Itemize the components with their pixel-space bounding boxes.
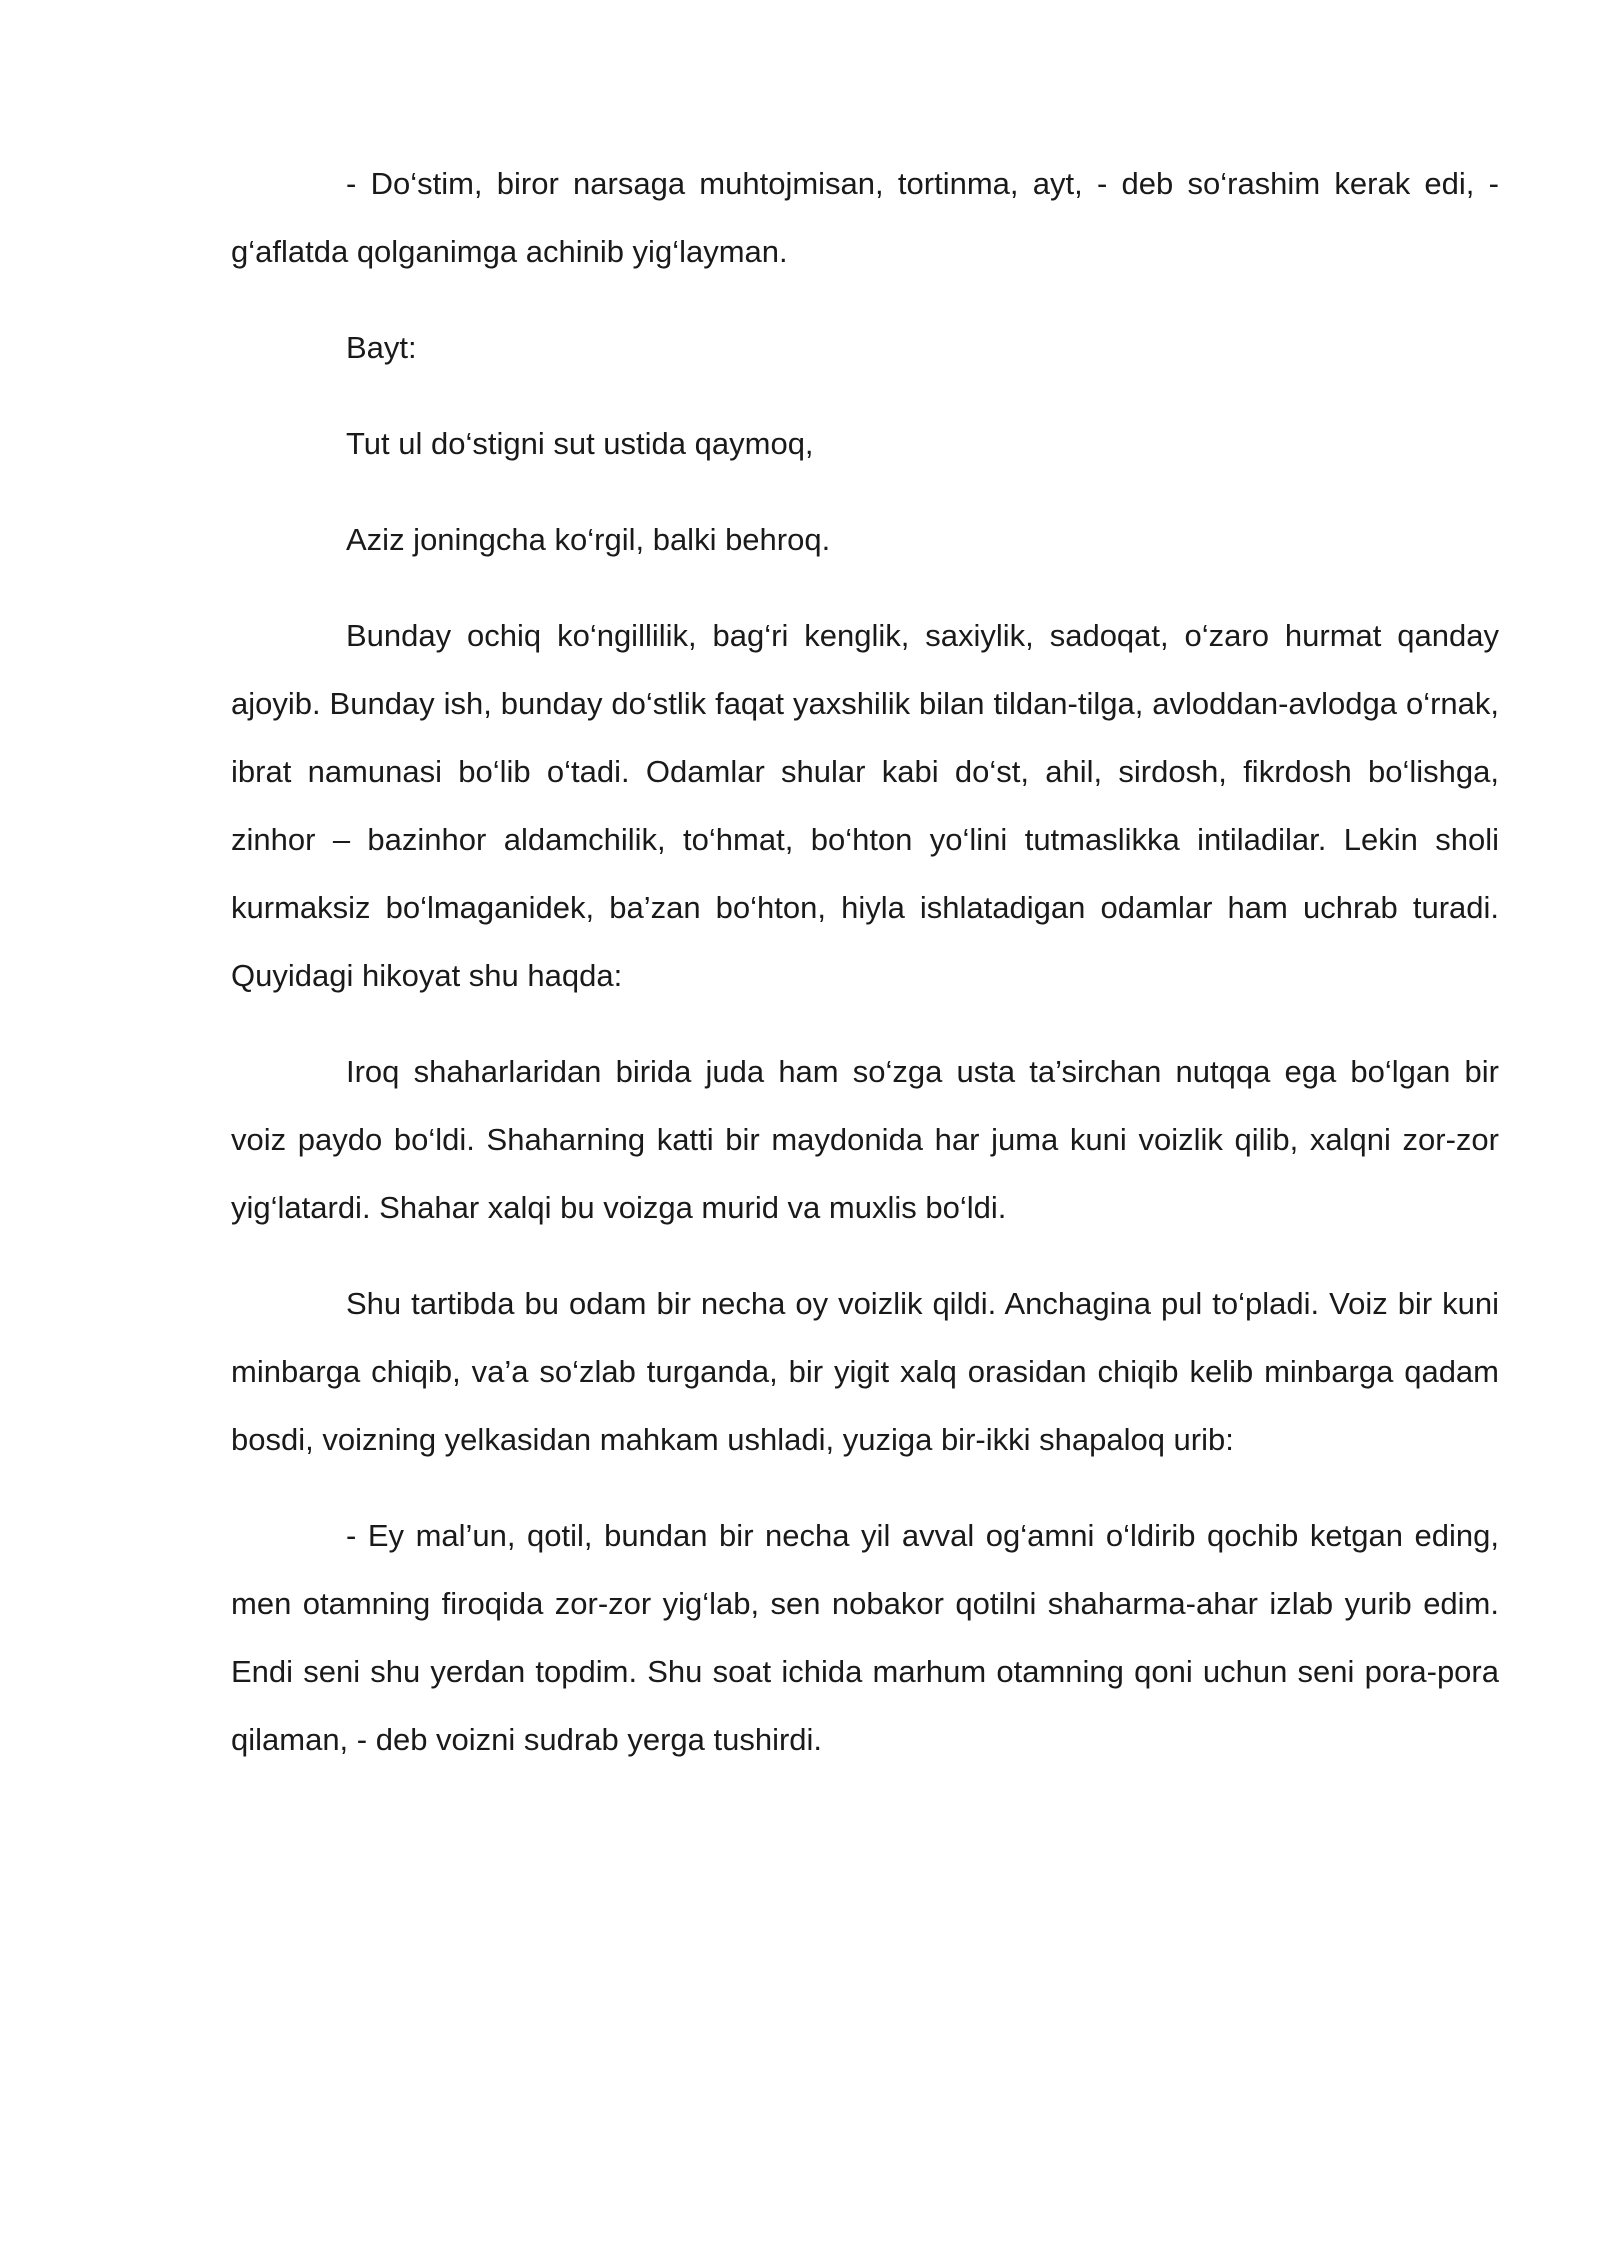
- paragraph-preacher-confronted: Shu tartibda bu odam bir necha oy voizlik qildi. Anchagina pul to‘pladi. Voiz bir kuni minbarga chiqib, va’a so‘zlab turganda, bir yigit xalq orasidan chiqib kelib minbarga qadam bosdi, voizning yelkasidan mahkam ushladi, yuziga bir-ikki shapaloq urib:: [231, 1286, 1499, 1457]
- verse-line-2: Aziz joningcha ko‘rgil, balki behroq.: [346, 522, 831, 557]
- paragraph-friendship: Bunday ochiq ko‘ngillilik, bag‘ri kenglik, saxiylik, sadoqat, o‘zaro hurmat qanday ajoyib. Bunday ish, bunday do‘stlik faqat yaxshilik bilan tildan-tilga, avloddan-avlodga o‘rnak, ibrat namunasi bo‘lib o‘tadi. Odamlar shular kabi do‘st, ahil, sirdosh, fikrdosh bo‘lishga, zinhor – bazinhor aldamchilik, to‘hmat, bo‘hton yo‘lini tutmaslikka intiladilar. Lekin sholi kurmaksiz bo‘lmaganidek, ba’zan bo‘hton, hiyla ishlatadigan odamlar ham uchrab turadi. Quyidagi hikoyat shu haqda:: [231, 618, 1499, 993]
- verse-heading: Bayt:: [346, 330, 417, 365]
- paragraph-dialogue-friend: - Do‘stim, biror narsaga muhtojmisan, tortinma, ayt, - deb so‘rashim kerak edi, - g‘aflatda qolganimga achinib yig‘layman.: [231, 166, 1499, 269]
- verse-line-1: Tut ul do‘stigni sut ustida qaymoq,: [346, 426, 814, 461]
- paragraph-preacher-intro: Iroq shaharlaridan birida juda ham so‘zga usta ta’sirchan nutqqa ega bo‘lgan bir voiz paydo bo‘ldi. Shaharning katti bir maydonida har juma kuni voizlik qilib, xalqni zor-zor yig‘latardi. Shahar xalqi bu voizga murid va muxlis bo‘ldi.: [231, 1054, 1499, 1225]
- document-body: [231, 150, 1499, 1774]
- paragraph-accusation: - Ey mal’un, qotil, bundan bir necha yil avval og‘amni o‘ldirib qochib ketgan eding, men otamning firoqida zor-zor yig‘lab, sen nobakor qotilni shaharma-ahar izlab yurib edim. Endi seni shu yerdan topdim. Shu soat ichida marhum otamning qoni uchun seni pora-pora qilaman, - deb voizni sudrab yerga tushirdi.: [231, 1518, 1499, 1757]
